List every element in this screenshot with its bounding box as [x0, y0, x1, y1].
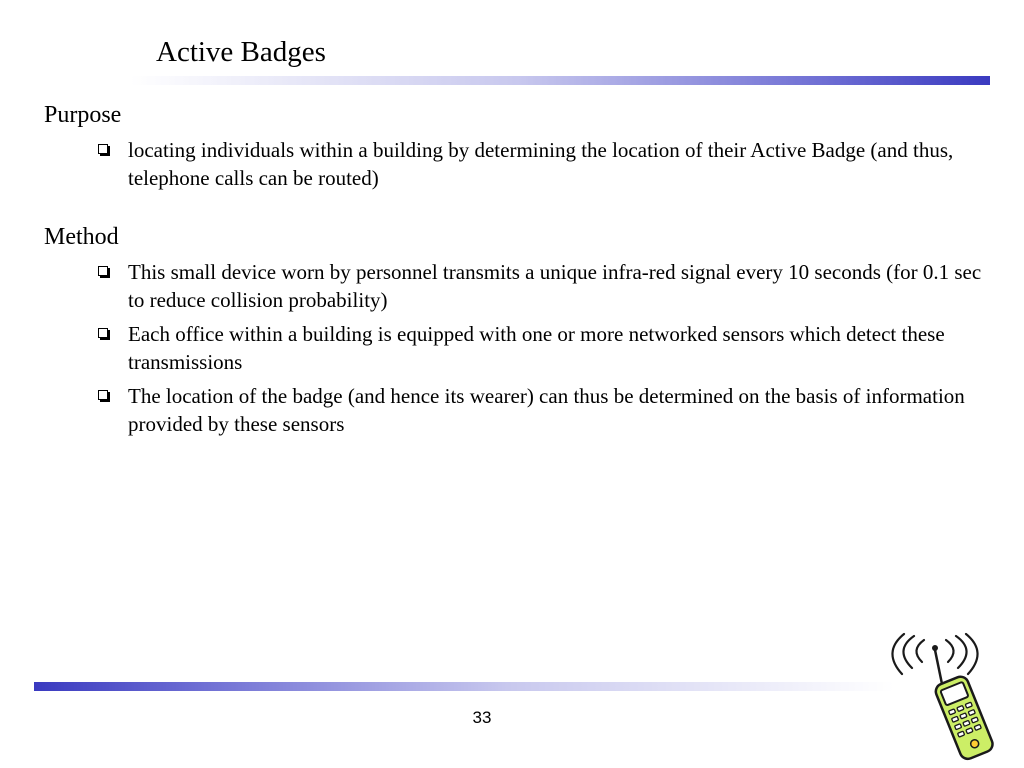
bullet-item [44, 382, 984, 438]
slide-title: Active Badges [156, 36, 326, 68]
footer-bar [34, 682, 894, 691]
ringing-phone-icon [884, 628, 1014, 762]
bullet-text: Each office within a building is equipped with one or more networked sensors which detect these transmissions [128, 322, 945, 374]
section-heading-purpose: Purpose [44, 102, 122, 128]
bullet-text: The location of the badge (and hence its wearer) can thus be determined on the basis of information provided by these sensors [128, 384, 965, 436]
checkbox-bullet-icon [98, 328, 108, 338]
section-heading-method: Method [44, 224, 119, 250]
bullet-item [44, 320, 984, 376]
bullet-text: locating individuals within a building by determining the location of their Active Badge (and thus, telephone calls can be routed) [128, 138, 954, 190]
checkbox-bullet-icon [98, 144, 108, 154]
section-purpose [44, 100, 984, 192]
bullet-list-purpose [44, 136, 984, 192]
checkbox-bullet-icon [98, 266, 108, 276]
bullet-item [44, 258, 984, 314]
checkbox-bullet-icon [98, 390, 108, 400]
bullet-text: This small device worn by personnel transmits a unique infra-red signal every 10 seconds (for 0.1 sec to reduce collision probability) [128, 260, 982, 312]
title-underline-bar [130, 76, 990, 85]
bullet-list-method [44, 258, 984, 438]
slide-body [44, 100, 984, 468]
bullet-item [44, 136, 984, 192]
slide-number: 33 [472, 708, 492, 727]
section-method [44, 222, 984, 438]
